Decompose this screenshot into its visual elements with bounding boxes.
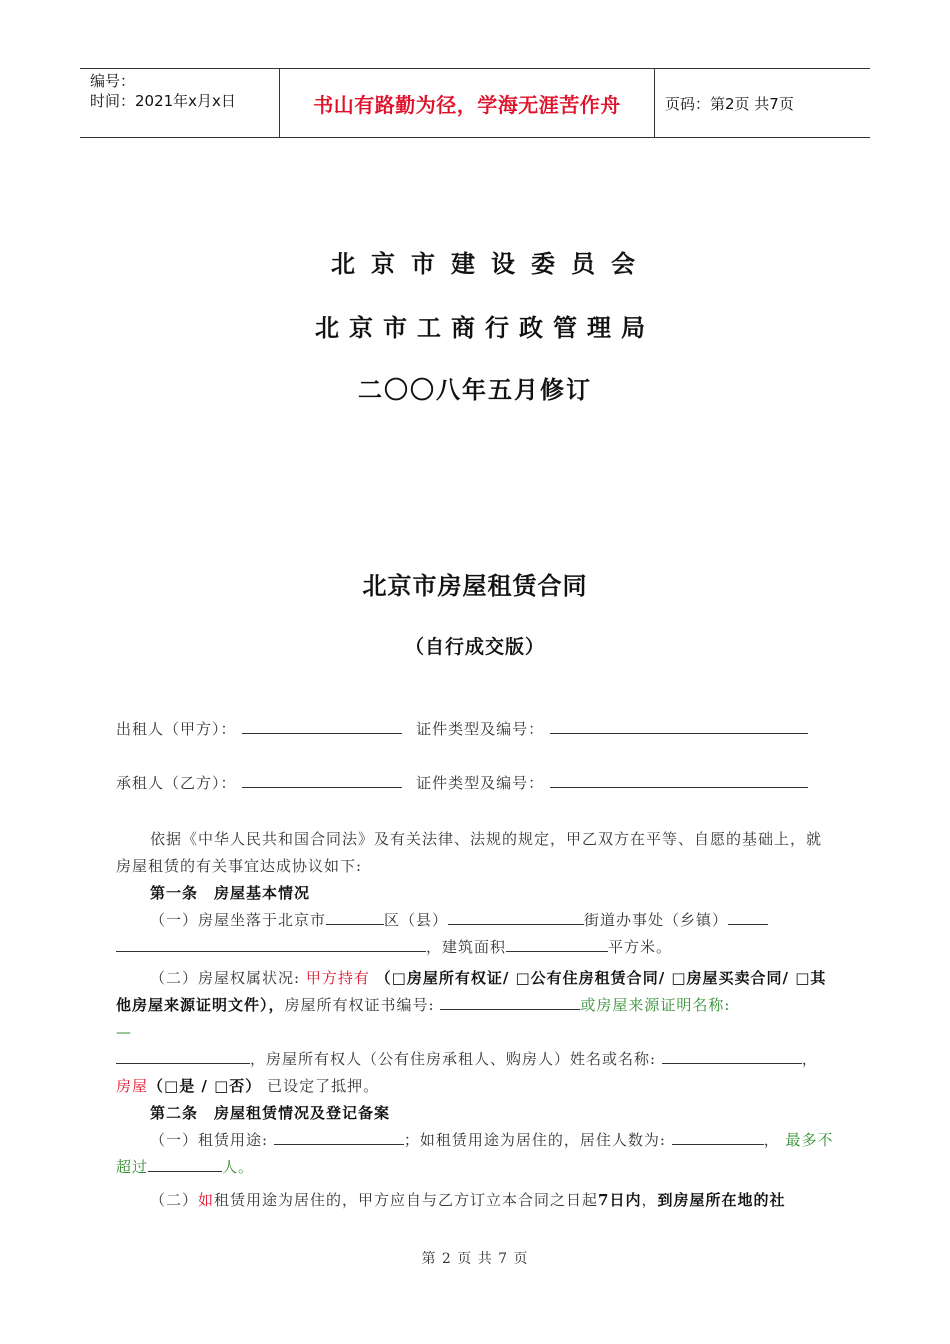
clause-text: 到房屋所在地的社	[657, 1191, 786, 1209]
lessee-id-label: 证件类型及编号：	[416, 774, 545, 792]
clause-text: 街道办事处（乡镇）	[584, 911, 729, 929]
area-blank[interactable]	[506, 937, 608, 952]
clause-text: ，建筑面积	[426, 938, 507, 956]
issuer-construction-commission: 北京市建设委员会	[331, 250, 651, 278]
clause-text: 如	[198, 1191, 215, 1209]
document-number-label: 编号：	[90, 72, 136, 90]
document-date: 时间：2021年x月x日	[90, 92, 236, 110]
lessor-name-blank[interactable]	[242, 719, 402, 734]
clause-text: ，房屋所有权人（公有住房承租人、购房人）姓名或名称:	[250, 1050, 657, 1068]
article-1-title: 第一条 房屋基本情况	[150, 884, 311, 902]
clause-text: （一）房屋坐落于北京市	[150, 911, 327, 929]
document-header	[80, 68, 870, 138]
certificate-number-blank[interactable]	[440, 995, 580, 1010]
township-blank[interactable]	[728, 910, 768, 925]
clause-text: 租赁用途为居住的，甲方应自与乙方订立本合同之日起	[214, 1191, 599, 1209]
clause-text: 最多不超过	[116, 1131, 834, 1176]
intro-paragraph: 依据《中华人民共和国合同法》及有关法律、法规的规定，甲乙双方在平等、自愿的基础上，就房屋租赁的有关事宜达成协议如下:	[116, 830, 823, 875]
lessee-id-blank[interactable]	[550, 773, 808, 788]
clause-text: 甲方持有	[305, 969, 370, 987]
clause-text: （二）房屋权属状况:	[150, 969, 301, 987]
clause-text: 或房屋来源证明名称:	[580, 996, 731, 1014]
max-occupant-blank[interactable]	[148, 1157, 222, 1172]
lessee-line	[116, 772, 808, 793]
address-blank[interactable]	[116, 937, 426, 952]
lessor-id-blank[interactable]	[550, 719, 808, 734]
clause-text: ，	[801, 1050, 818, 1068]
contract-body	[116, 826, 836, 1214]
clause-text: ，	[641, 1191, 658, 1209]
lessee-label: 承租人（乙方）：	[116, 774, 237, 792]
clause-text: 已设定了抵押。	[267, 1077, 380, 1095]
occupant-count-blank[interactable]	[672, 1130, 764, 1145]
clause-text: 房屋	[116, 1077, 149, 1095]
article-1-clause-2	[116, 965, 836, 1100]
article-1-clause-1	[116, 907, 836, 961]
issuer-industry-commerce-bureau: 北京市工商行政管理局	[315, 314, 655, 342]
revision-date: 二〇〇八年五月修订	[358, 376, 592, 404]
clause-text: ；如租赁用途为居住的，居住人数为:	[403, 1131, 666, 1149]
street-office-blank[interactable]	[448, 910, 584, 925]
clause-text: 7日内	[598, 1191, 642, 1209]
owner-name-blank[interactable]	[662, 1049, 802, 1064]
clause-text: —	[116, 1023, 132, 1041]
source-document-blank[interactable]	[116, 1049, 250, 1064]
lease-purpose-blank[interactable]	[274, 1130, 404, 1145]
lessor-id-label: 证件类型及编号：	[416, 720, 545, 738]
ownership-checkboxes[interactable]: （□房屋所有权证/ □公有住房租赁合同/ □房屋买卖合同/ □其他房屋来源证明文件），	[116, 969, 827, 1014]
clause-text: （一）租赁用途:	[150, 1131, 269, 1149]
clause-text: 区（县）	[384, 911, 449, 929]
article-2-clause-1	[116, 1127, 836, 1181]
lessor-line	[116, 718, 808, 739]
article-2-clause-2	[116, 1187, 836, 1214]
contract-title: 北京市房屋租赁合同	[362, 572, 588, 600]
district-blank[interactable]	[326, 910, 384, 925]
clause-text: 平方米。	[608, 938, 673, 956]
lessor-label: 出租人（甲方）：	[116, 720, 237, 738]
article-2-title: 第二条 房屋租赁情况及登记备案	[150, 1104, 391, 1122]
clause-text: 人。	[222, 1158, 255, 1176]
clause-text: （二）	[150, 1191, 199, 1209]
lessee-name-blank[interactable]	[242, 773, 402, 788]
header-motto: 书山有路勤为径，学海无涯苦作舟	[280, 69, 655, 137]
clause-text: 房屋所有权证书编号:	[284, 996, 435, 1014]
contract-edition: （自行成交版）	[404, 636, 545, 658]
clause-text: ，	[763, 1131, 780, 1149]
page-footer: 第 2 页 共 7 页	[421, 1251, 529, 1267]
mortgage-checkboxes[interactable]: （□是 / □否）	[148, 1077, 262, 1095]
header-meta	[80, 69, 280, 137]
header-page-info: 页码：第2页 共7页	[665, 94, 794, 113]
